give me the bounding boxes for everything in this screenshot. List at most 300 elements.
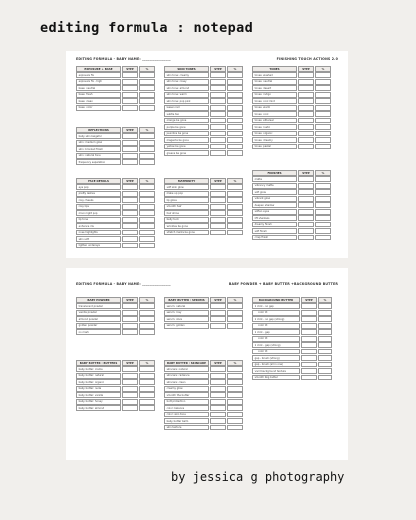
table-title: SKIN TONES [164,66,209,72]
step-cell[interactable] [298,92,314,98]
percent-cell[interactable] [139,133,155,139]
percent-cell[interactable] [227,137,243,143]
percent-cell[interactable] [227,191,243,197]
row-label: baby skin beigeful [76,133,121,139]
row-label: tones: cool mint [252,98,297,104]
step-cell[interactable] [122,230,138,236]
percent-cell[interactable] [139,184,155,190]
step-cell[interactable] [122,217,138,223]
percent-cell[interactable] [315,131,331,137]
table-row [164,79,243,85]
step-column-header: STEP [301,297,317,303]
step-cell[interactable] [210,303,226,309]
percent-cell[interactable] [227,72,243,78]
step-cell[interactable] [298,79,314,85]
table-row [164,72,243,78]
row-label: baby butter: vanilla [76,392,121,398]
percent-cell[interactable] [227,98,243,104]
percent-cell[interactable] [315,222,331,228]
percent-cell[interactable] [315,235,331,241]
step-cell[interactable] [210,323,226,329]
percent-cell[interactable] [318,310,332,316]
step-cell[interactable] [122,379,138,385]
row-label: deepen shadow [252,202,297,208]
table-row [76,217,155,223]
step-cell[interactable] [298,118,314,124]
step-cell[interactable] [301,303,317,309]
step-cell[interactable] [210,137,226,143]
percent-cell[interactable] [139,373,155,379]
percent-cell[interactable] [139,399,155,405]
percent-cell[interactable] [227,131,243,137]
percent-cell[interactable] [227,405,243,411]
table-row [252,183,331,189]
step-cell[interactable] [122,405,138,411]
step-cell[interactable] [210,92,226,98]
table-row [76,310,155,316]
percent-cell[interactable] [318,336,332,342]
step-cell[interactable] [122,79,138,85]
step-cell[interactable] [298,144,314,150]
sheet2-header-right: BABY POWDER + BABY BUTTER +BACKGROUND BUTTER [228,282,338,286]
step-cell[interactable] [210,85,226,91]
percent-cell[interactable] [227,392,243,398]
step-cell[interactable] [122,146,138,152]
table-row [76,236,155,242]
percent-cell[interactable] [139,223,155,229]
percent-cell[interactable] [139,72,155,78]
step-cell[interactable] [122,386,138,392]
percent-cell[interactable] [227,425,243,431]
table-row [76,140,155,146]
step-cell[interactable] [210,150,226,156]
table-row [76,197,155,203]
step-cell[interactable] [298,176,314,182]
step-cell[interactable] [210,379,226,385]
step-cell[interactable] [210,223,226,229]
row-label: no mark [76,329,121,335]
step-cell[interactable] [122,243,138,249]
percent-cell[interactable] [318,362,332,368]
percent-cell[interactable] [139,210,155,216]
step-cell[interactable] [301,316,317,322]
percent-cell[interactable] [227,379,243,385]
percent-cell[interactable] [227,118,243,124]
percent-cell[interactable] [227,223,243,229]
step-cell[interactable] [298,235,314,241]
step-cell[interactable] [122,316,138,322]
percent-cell[interactable] [227,323,243,329]
percent-cell[interactable] [139,323,155,329]
table-row [252,362,332,368]
step-cell[interactable] [210,131,226,137]
row-label: frequency separation [76,159,121,165]
percent-cell[interactable] [315,215,331,221]
percent-cell[interactable] [227,366,243,372]
percent-cell[interactable] [139,405,155,411]
percent-cell[interactable] [139,303,155,309]
percent-cell[interactable] [318,349,332,355]
step-cell[interactable] [122,159,138,165]
step-cell[interactable] [210,399,226,405]
percent-cell[interactable] [227,124,243,130]
percent-column-header: % [227,297,243,303]
table-row [76,392,155,398]
percent-cell[interactable] [139,230,155,236]
percent-cell[interactable] [139,153,155,159]
table-row [252,375,332,381]
step-cell[interactable] [122,92,138,98]
table-row [76,386,155,392]
step-cell[interactable] [210,118,226,124]
step-cell[interactable] [210,197,226,203]
table-row [164,118,243,124]
percent-cell[interactable] [139,329,155,335]
step-cell[interactable] [298,228,314,234]
percent-cell[interactable] [227,210,243,216]
step-cell[interactable] [122,184,138,190]
step-cell[interactable] [301,342,317,348]
table-row [164,150,243,156]
percent-cell[interactable] [315,176,331,182]
row-label: creamy glow [164,386,209,392]
percent-column-header: % [139,127,155,133]
row-label: color #: [252,349,300,355]
percent-cell[interactable] [318,355,332,361]
step-cell[interactable] [210,191,226,197]
table-row [252,303,332,309]
table-row [164,323,243,329]
step-column-header: STEP [122,178,138,184]
step-cell[interactable] [301,375,317,381]
percent-cell[interactable] [318,329,332,335]
percent-cell[interactable] [139,386,155,392]
percent-cell[interactable] [227,85,243,91]
background-butter-table [252,297,332,380]
table-row [252,209,331,215]
percent-cell[interactable] [315,183,331,189]
step-cell[interactable] [122,204,138,210]
step-cell[interactable] [122,373,138,379]
step-cell[interactable] [122,98,138,104]
row-label: baby butter: organic [76,379,121,385]
step-cell[interactable] [210,310,226,316]
step-cell[interactable] [210,230,226,236]
step-cell[interactable] [122,399,138,405]
step-cell[interactable] [298,111,314,117]
step-cell[interactable] [122,366,138,372]
step-cell[interactable] [210,366,226,372]
percent-cell[interactable] [139,146,155,152]
percent-cell[interactable] [139,310,155,316]
baby-butter-butters-table [76,360,155,411]
step-cell[interactable] [122,85,138,91]
formula-sheet-1 [66,51,348,258]
percent-column-header: % [227,178,243,184]
row-label: serum: golden [164,323,209,329]
step-cell[interactable] [301,323,317,329]
percent-cell[interactable] [315,196,331,202]
percent-cell[interactable] [227,230,243,236]
step-cell[interactable] [210,111,226,117]
step-cell[interactable] [210,98,226,104]
step-cell[interactable] [210,105,226,111]
table-row [76,405,155,411]
step-cell[interactable] [210,386,226,392]
percent-cell[interactable] [315,85,331,91]
row-label: nose highlights [76,230,121,236]
percent-cell[interactable] [139,236,155,242]
percent-cell[interactable] [227,316,243,322]
step-cell[interactable] [301,355,317,361]
table-row [76,98,155,104]
percent-cell[interactable] [315,105,331,111]
step-cell[interactable] [298,202,314,208]
percent-cell[interactable] [139,243,155,249]
row-label: base: fresh [76,92,121,98]
step-cell[interactable] [298,183,314,189]
percent-cell[interactable] [139,98,155,104]
step-cell[interactable] [210,79,226,85]
step-cell[interactable] [122,197,138,203]
step-cell[interactable] [122,310,138,316]
row-label: base: color [76,105,121,111]
step-cell[interactable] [210,184,226,190]
step-cell[interactable] [301,336,317,342]
table-row [76,210,155,216]
percent-cell[interactable] [227,386,243,392]
percent-cell[interactable] [318,375,332,381]
percent-cell[interactable] [315,72,331,78]
table-row [164,85,243,91]
step-cell[interactable] [122,303,138,309]
step-cell[interactable] [122,323,138,329]
step-cell[interactable] [298,131,314,137]
percent-cell[interactable] [315,144,331,150]
percent-column-header: % [318,297,332,303]
percent-cell[interactable] [318,316,332,322]
percent-cell[interactable] [227,204,243,210]
table-row [252,316,332,322]
percent-cell[interactable] [227,150,243,156]
row-label: belly tuck [164,217,209,223]
step-cell[interactable] [122,236,138,242]
percent-cell[interactable] [227,373,243,379]
percent-cell[interactable] [315,118,331,124]
step-column-header: STEP [122,360,138,366]
step-cell[interactable] [298,85,314,91]
step-cell[interactable] [301,329,317,335]
step-cell[interactable] [298,105,314,111]
step-cell[interactable] [298,98,314,104]
photographer-credit: by jessica g photography [171,470,345,484]
percent-cell[interactable] [227,144,243,150]
step-cell[interactable] [298,124,314,130]
percent-cell[interactable] [139,85,155,91]
table-row [252,202,331,208]
percent-cell[interactable] [227,184,243,190]
row-label: color: skin tone [164,412,209,418]
table-title: BABY BUTTER : SERUMS [164,297,209,303]
step-cell[interactable] [298,209,314,215]
percent-cell[interactable] [139,197,155,203]
table-header-row [164,360,243,366]
row-label: butt protection [164,399,209,405]
step-cell[interactable] [210,425,226,431]
percent-column-header: % [139,297,155,303]
row-label: smooth the butter [164,392,209,398]
step-cell[interactable] [122,72,138,78]
row-label: exposure fix [76,72,121,78]
table-row [164,204,243,210]
step-cell[interactable] [122,140,138,146]
step-cell[interactable] [301,362,317,368]
table-row [252,176,331,182]
percent-cell[interactable] [139,140,155,146]
row-label: skin tone: almond [164,85,209,91]
step-cell[interactable] [210,405,226,411]
percent-cell[interactable] [315,79,331,85]
table-row [164,425,243,431]
step-cell[interactable] [301,368,317,374]
step-cell[interactable] [298,215,314,221]
percent-cell[interactable] [139,366,155,372]
table-row [76,379,155,385]
step-cell[interactable] [210,217,226,223]
table-row [252,105,331,111]
step-cell[interactable] [298,72,314,78]
percent-cell[interactable] [315,92,331,98]
table-row [164,223,243,229]
row-label: 1 click - no gap [252,303,300,309]
percent-cell[interactable] [139,191,155,197]
percent-cell[interactable] [227,79,243,85]
step-cell[interactable] [210,392,226,398]
step-cell[interactable] [122,105,138,111]
table-row [252,124,331,130]
table-row [76,204,155,210]
step-cell[interactable] [210,124,226,130]
percent-cell[interactable] [227,418,243,424]
step-cell[interactable] [122,191,138,197]
step-cell[interactable] [210,210,226,216]
percent-cell[interactable] [139,204,155,210]
percent-cell[interactable] [227,310,243,316]
table-row [252,196,331,202]
table-row [76,223,155,229]
step-cell[interactable] [122,392,138,398]
maternity-table [164,178,243,235]
step-cell[interactable] [210,373,226,379]
row-label: tones: pastel [252,144,297,150]
step-cell[interactable] [122,223,138,229]
percent-cell[interactable] [227,303,243,309]
percent-cell[interactable] [227,412,243,418]
percent-cell[interactable] [315,137,331,143]
row-label: 1 click - gap (strong) [252,342,300,348]
percent-cell[interactable] [227,105,243,111]
table-row [164,379,243,385]
step-cell[interactable] [210,412,226,418]
row-label: matte [252,176,297,182]
row-label: serum: natural [164,303,209,309]
percent-cell[interactable] [315,189,331,195]
percent-cell[interactable] [139,92,155,98]
row-label: exposure fix - high [76,79,121,85]
table-row [252,85,331,91]
step-cell[interactable] [210,144,226,150]
percent-cell[interactable] [139,217,155,223]
row-label: skin tone: rosey [164,79,209,85]
percent-cell[interactable] [315,228,331,234]
row-label: lip tone [76,217,121,223]
percent-column-header: % [227,66,243,72]
step-cell[interactable] [210,204,226,210]
percent-cell[interactable] [227,217,243,223]
percent-cell[interactable] [227,111,243,117]
table-row [164,303,243,309]
step-column-header: STEP [210,66,226,72]
step-cell[interactable] [301,349,317,355]
step-cell[interactable] [122,153,138,159]
percent-cell[interactable] [315,98,331,104]
percent-cell[interactable] [318,368,332,374]
row-label: tones: warm [252,105,297,111]
step-cell[interactable] [298,189,314,195]
percent-cell[interactable] [139,392,155,398]
percent-cell[interactable] [139,105,155,111]
step-cell[interactable] [298,196,314,202]
step-column-header: STEP [210,178,226,184]
percent-cell[interactable] [315,124,331,130]
row-label: purple be gone [164,124,209,130]
row-label: baby butter: nude [76,386,121,392]
table-header-row [76,178,155,184]
table-title: EXPOSURE + BASE [76,66,121,72]
percent-cell[interactable] [318,303,332,309]
table-header-row [164,66,243,72]
percent-cell[interactable] [227,399,243,405]
step-cell[interactable] [210,72,226,78]
percent-cell[interactable] [227,92,243,98]
table-header-row [76,360,155,366]
step-cell[interactable] [122,329,138,335]
percent-cell[interactable] [315,111,331,117]
step-cell[interactable] [301,310,317,316]
step-cell[interactable] [210,316,226,322]
step-cell[interactable] [298,137,314,143]
percent-cell[interactable] [227,197,243,203]
table-row [164,399,243,405]
percent-cell[interactable] [318,323,332,329]
percent-cell[interactable] [139,316,155,322]
percent-cell[interactable] [139,379,155,385]
percent-cell[interactable] [315,202,331,208]
step-cell[interactable] [122,210,138,216]
step-cell[interactable] [210,418,226,424]
table-title: BACKGROUND BUTTER [252,297,300,303]
percent-cell[interactable] [139,159,155,165]
table-row [76,243,155,249]
step-cell[interactable] [298,222,314,228]
percent-cell[interactable] [139,79,155,85]
row-label: soft glow [252,189,297,195]
percent-cell[interactable] [315,209,331,215]
table-row [164,124,243,130]
percent-cell[interactable] [318,342,332,348]
step-cell[interactable] [122,133,138,139]
row-label: 1 click - gap [252,329,300,335]
